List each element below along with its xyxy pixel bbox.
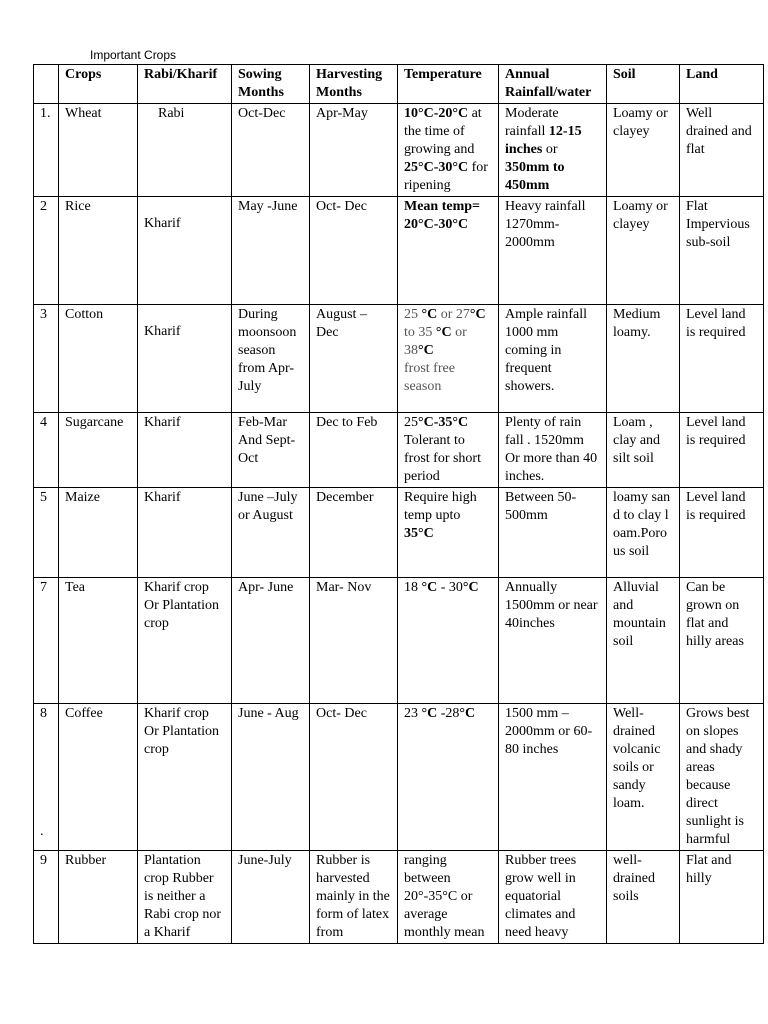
cell-season: Kharif crop Or Plantation crop (138, 704, 232, 851)
temp-bold: Mean temp= 20°C-30°C (404, 199, 481, 232)
cell-temperature (398, 413, 499, 488)
temp-text: 25 (404, 415, 418, 430)
temp-bold: °C-35 (418, 415, 453, 430)
temp-bold: °C (421, 580, 438, 595)
header-season: Rabi/Kharif (138, 65, 232, 104)
table-row (34, 704, 764, 851)
cell-harvesting: Apr-May (310, 104, 398, 197)
cell-harvesting: Dec to Feb (310, 413, 398, 488)
crops-table (33, 64, 764, 944)
cell-soil: Well-drained volcanic soils or sandy loam. (607, 704, 680, 851)
temp-text: -28 (437, 706, 460, 721)
cell-sowing: Apr- June (232, 578, 310, 704)
cell-soil: Loamy or clayey (607, 104, 680, 197)
cell-num: 8 (34, 704, 59, 851)
table-row (34, 578, 764, 704)
cell-land: Can be grown on flat and hilly areas (680, 578, 764, 704)
cell-crop: Wheat (59, 104, 138, 197)
cell-temperature (398, 578, 499, 704)
cell-season: Rabi (138, 104, 232, 197)
cell-crop: Maize (59, 488, 138, 578)
temp-bold: °C (435, 325, 452, 340)
cell-soil: Loam , clay and silt soil (607, 413, 680, 488)
cell-sowing: Feb-Mar And Sept-Oct (232, 413, 310, 488)
cell-crop: Tea (59, 578, 138, 704)
cell-temperature (398, 488, 499, 578)
cell-season: Kharif (138, 413, 232, 488)
cell-temperature: ranging between 20°-35°C or average monthly mean (398, 851, 499, 944)
cell-season: Plantation crop Rubber is neither a Rabi crop nor a Kharif (138, 851, 232, 944)
header-harvesting: Harvesting Months (310, 65, 398, 104)
cell-land: Grows best on slopes and shady areas because direct sunlight is harmful (680, 704, 764, 851)
cell-temperature (398, 197, 499, 305)
table-row (34, 488, 764, 578)
cell-soil: Alluvial and mountain soil (607, 578, 680, 704)
temp-text: 18 (404, 580, 422, 595)
rain-text: or (542, 142, 558, 157)
cell-land: Level land is required (680, 488, 764, 578)
header-land: Land (680, 65, 764, 104)
cell-land: Flat Impervious sub-soil (680, 197, 764, 305)
temp-text: Tolerant to frost for short period (404, 433, 481, 484)
temp-text: or 27 (437, 307, 470, 322)
cell-harvesting: August – Dec (310, 305, 398, 413)
temp-text: - 30 (437, 580, 463, 595)
cell-soil: loamy sand to clay loam.Porous soil (607, 488, 680, 578)
cell-num: 1. (34, 104, 59, 197)
header-soil: Soil (607, 65, 680, 104)
cell-crop: Coffee (59, 704, 138, 851)
temp-bold: °C (421, 706, 438, 721)
cell-harvesting: Oct- Dec (310, 197, 398, 305)
cell-soil: Loamy or clayey (607, 197, 680, 305)
cell-land: Level land is required (680, 305, 764, 413)
table-row (34, 104, 764, 197)
table-row (34, 851, 764, 944)
table-row (34, 305, 764, 413)
cell-num: 4 (34, 413, 59, 488)
cell-rainfall: Rubber trees grow well in equatorial climates and need heavy (499, 851, 607, 944)
temp-bold: 35°C (404, 526, 434, 541)
cell-harvesting: Mar- Nov (310, 578, 398, 704)
temp-bold: °C (459, 706, 476, 721)
cell-rainfall: Heavy rainfall 1270mm-2000mm (499, 197, 607, 305)
cell-soil: well-drained soils (607, 851, 680, 944)
temp-bold: °C (469, 307, 486, 322)
temp-bold: 10°C-20°C (404, 106, 469, 121)
cell-rainfall: Ample rainfall 1000 mm coming in frequent showers. (499, 305, 607, 413)
document-title: Important Crops (90, 48, 177, 62)
temp-text: for ripening (404, 160, 488, 193)
cell-rainfall: Plenty of rain fall . 1520mm Or more than 40 inches. (499, 413, 607, 488)
header-crops: Crops (59, 65, 138, 104)
cell-season: Kharif crop Or Plantation crop (138, 578, 232, 704)
cell-num: 5 (34, 488, 59, 578)
cell-soil: Medium loamy. (607, 305, 680, 413)
cell-rainfall (499, 104, 607, 197)
table-header-row (34, 65, 764, 104)
temp-bold: 25°C-30°C (404, 160, 469, 175)
header-sowing: Sowing Months (232, 65, 310, 104)
cell-sowing: June - Aug (232, 704, 310, 851)
cell-sowing: May -June (232, 197, 310, 305)
cell-harvesting: December (310, 488, 398, 578)
cell-crop: Sugarcane (59, 413, 138, 488)
cell-harvesting: Rubber is harvested mainly in the form of latex from (310, 851, 398, 944)
table-row (34, 413, 764, 488)
cell-sowing: June-July (232, 851, 310, 944)
temp-text: 23 (404, 706, 422, 721)
stray-mark: . (40, 824, 44, 839)
cell-num: 9 (34, 851, 59, 944)
temp-text: to 35 (404, 325, 436, 340)
cell-num: 3 (34, 305, 59, 413)
cell-temperature (398, 704, 499, 851)
cell-sowing: June –July or August (232, 488, 310, 578)
cell-harvesting: Oct- Dec (310, 704, 398, 851)
cell-land: Flat and hilly (680, 851, 764, 944)
cell-temperature (398, 305, 499, 413)
header-temperature: Temperature (398, 65, 499, 104)
temp-bold: °C (452, 415, 469, 430)
temp-text: frost free season (404, 361, 455, 394)
temp-text: Require high temp upto (404, 490, 477, 523)
cell-rainfall: Annually 1500mm or near 40inches (499, 578, 607, 704)
rain-bold: 12-15 inches (505, 124, 582, 157)
table-row (34, 197, 764, 305)
cell-num: 2 (34, 197, 59, 305)
cell-rainfall: Between 50-500mm (499, 488, 607, 578)
cell-crop: Cotton (59, 305, 138, 413)
cell-rainfall: 1500 mm – 2000mm or 60-80 inches (499, 704, 607, 851)
header-num (34, 65, 59, 104)
cell-season: Kharif (138, 197, 232, 305)
temp-text: 25 (404, 307, 422, 322)
temp-text: or 38 (404, 325, 467, 358)
cell-land: Level land is required (680, 413, 764, 488)
cell-crop: Rice (59, 197, 138, 305)
rain-bold: 350mm to 450mm (505, 160, 565, 193)
cell-sowing: Oct-Dec (232, 104, 310, 197)
temp-text: at the time of growing and (404, 106, 482, 157)
header-rainfall: Annual Rainfall/water (499, 65, 607, 104)
cell-land: Well drained and flat (680, 104, 764, 197)
cell-num: 7 (34, 578, 59, 704)
cell-temperature (398, 104, 499, 197)
cell-sowing: During moonsoon season from Apr-July (232, 305, 310, 413)
temp-bold: °C (462, 580, 479, 595)
cell-season: Kharif (138, 305, 232, 413)
cell-crop: Rubber (59, 851, 138, 944)
cell-season: Kharif (138, 488, 232, 578)
temp-bold: °C (418, 343, 434, 358)
rain-text: Moderate rainfall (505, 106, 559, 139)
temp-bold: °C (421, 307, 438, 322)
